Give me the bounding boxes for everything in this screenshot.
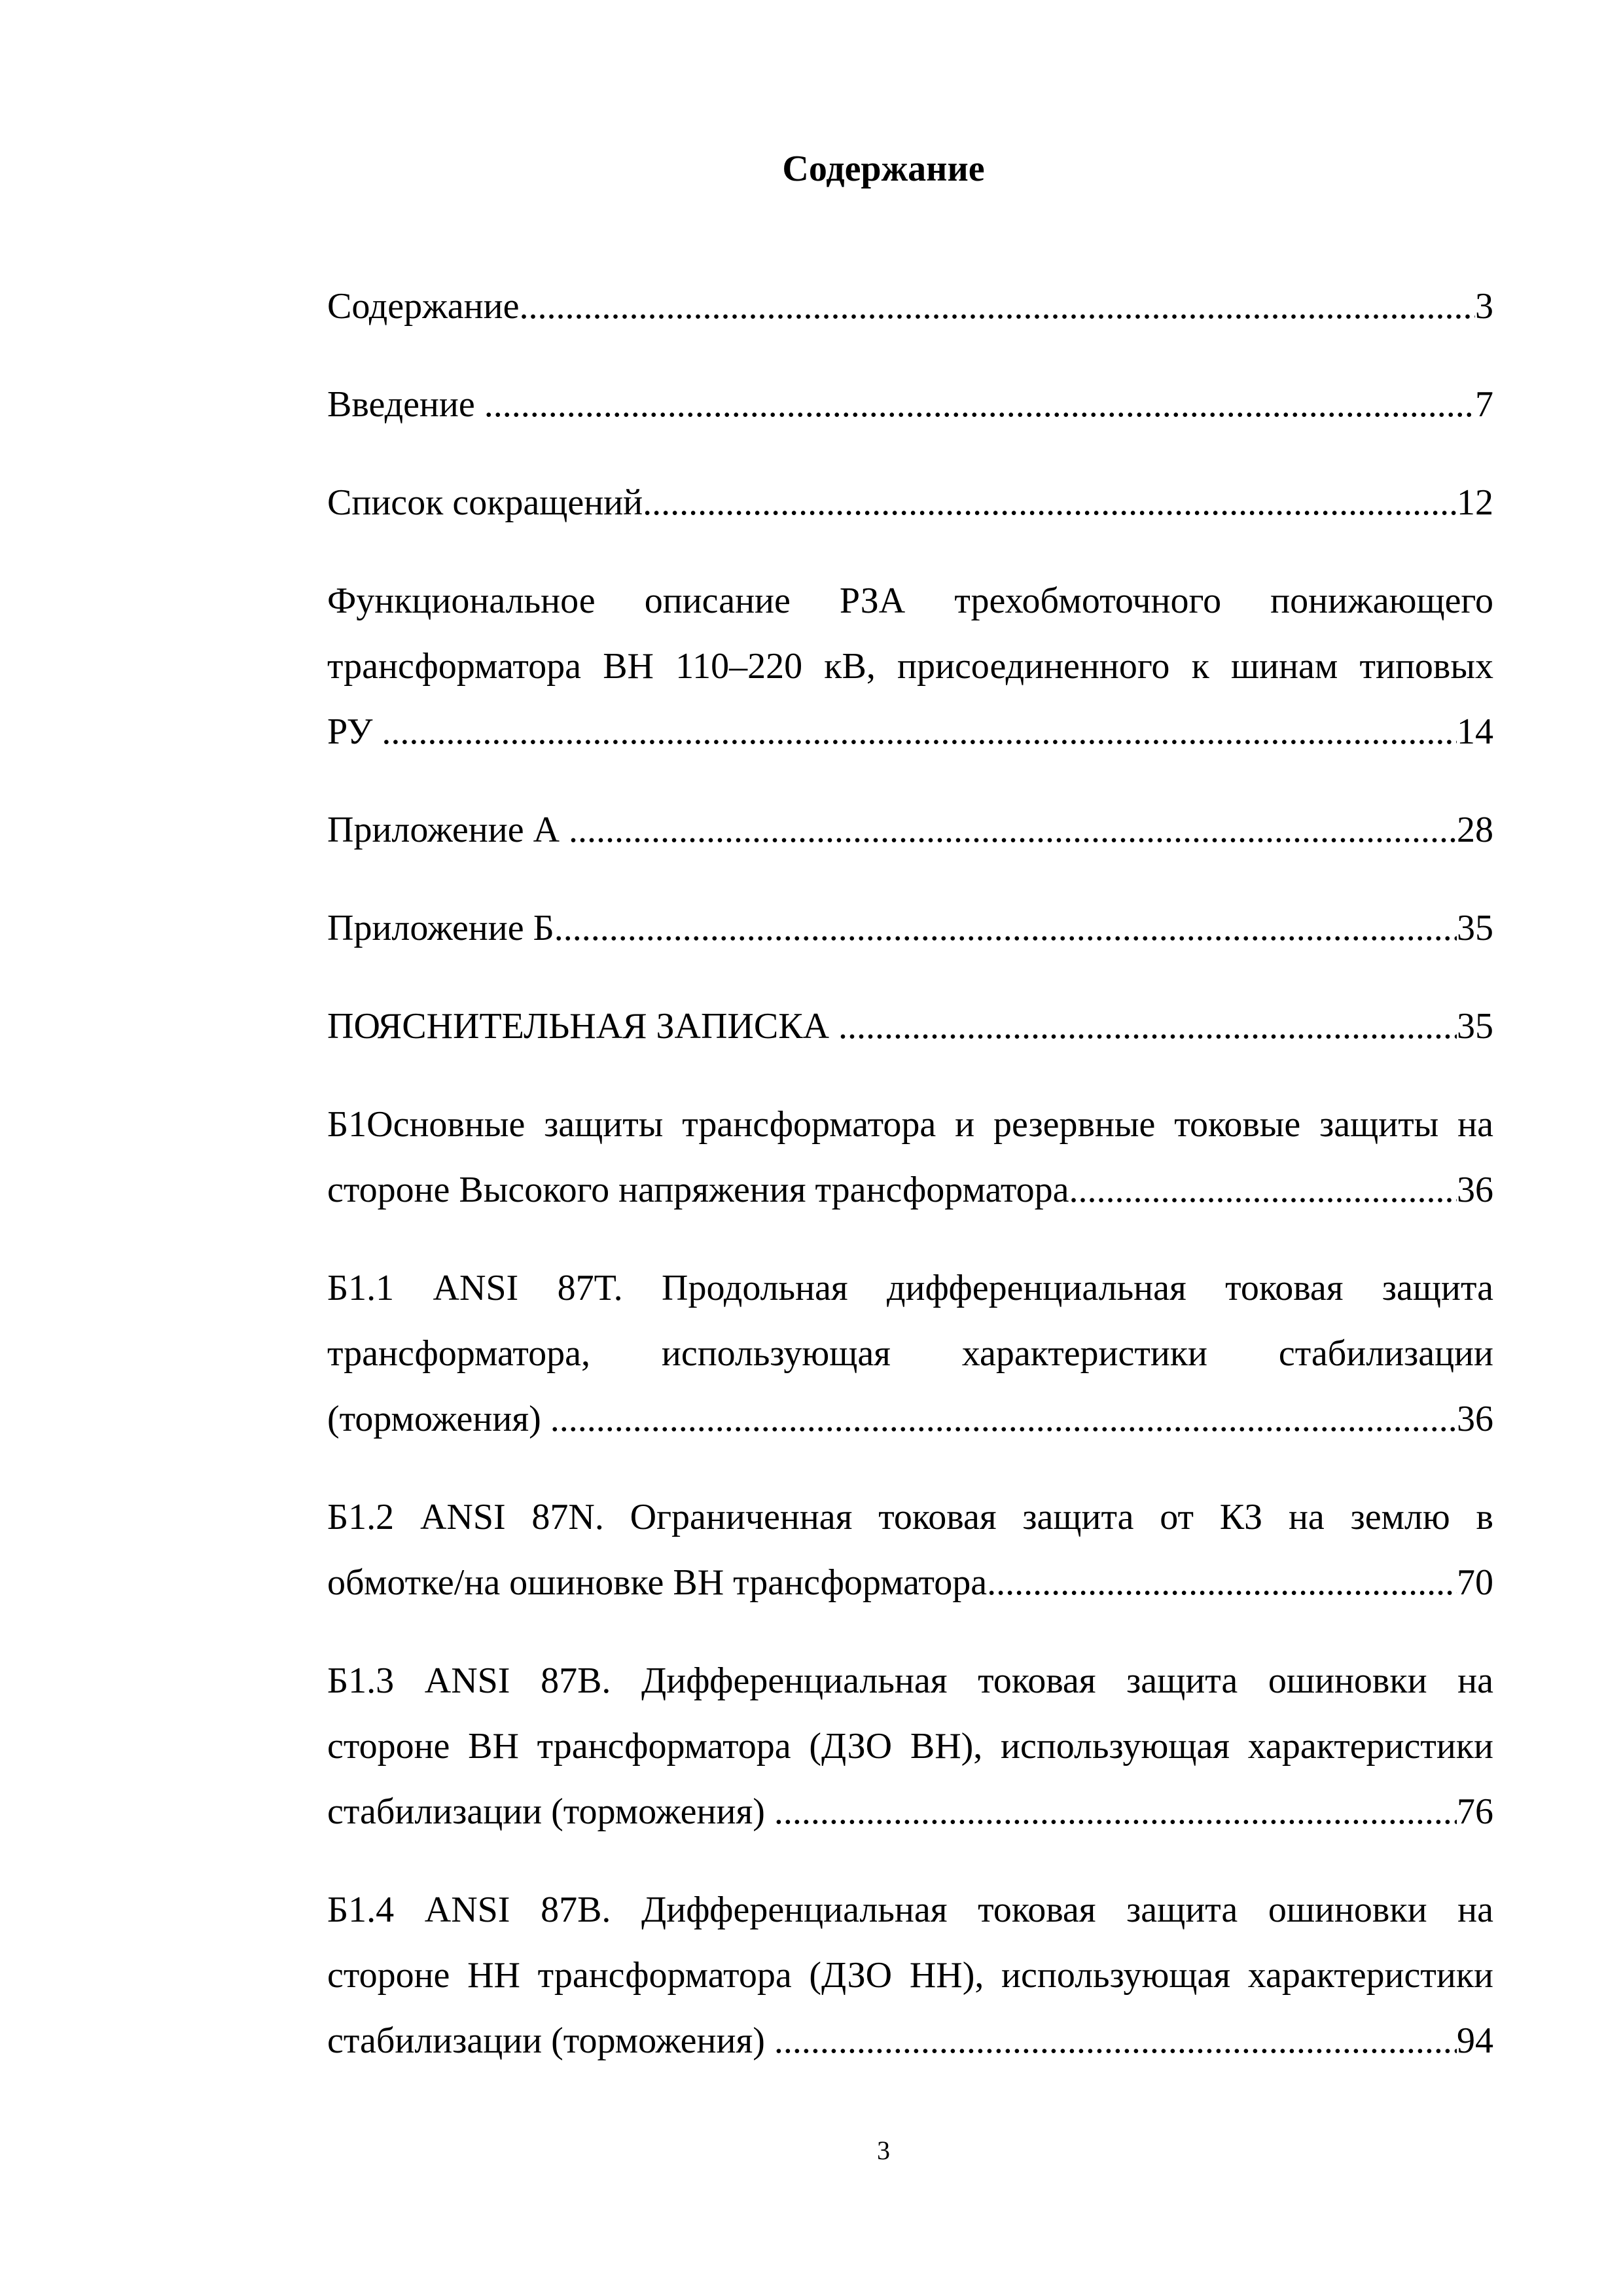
toc-entry-line: Б1.2 ANSI 87N. Ограниченная токовая защита от КЗ на землю в	[327, 1497, 1493, 1537]
toc-entry-title: Содержание	[327, 286, 520, 327]
toc-page-number: 35	[1457, 908, 1493, 948]
toc-entry[interactable]	[327, 274, 1493, 339]
toc-entry[interactable]	[327, 372, 1493, 437]
toc-entry[interactable]	[327, 1092, 1493, 1223]
toc-entry-last-line	[327, 699, 1493, 764]
toc-entry[interactable]	[327, 994, 1493, 1059]
toc-page-number: 36	[1457, 1399, 1493, 1439]
toc-entry-last-line	[327, 2008, 1493, 2073]
toc-dot-leader	[382, 699, 1457, 764]
toc-entry-line: Б1Основные защиты трансформатора и резервные токовые защиты на	[327, 1104, 1493, 1145]
toc-entry[interactable]	[327, 568, 1493, 764]
toc-dot-leader	[643, 470, 1457, 535]
toc-entry-line: Б1.3 ANSI 87B. Дифференциальная токовая защита ошиновки на	[327, 1660, 1493, 1701]
toc-dot-leader	[838, 994, 1457, 1059]
toc-entry-title: ПОЯСНИТЕЛЬНАЯ ЗАПИСКА	[327, 1006, 839, 1047]
toc-page-number: 3	[1475, 286, 1493, 327]
toc-dot-leader	[987, 1550, 1457, 1615]
toc-entry-last-line	[327, 895, 1493, 961]
toc-entry[interactable]	[327, 797, 1493, 863]
toc-dot-leader	[484, 372, 1475, 437]
toc-entry-title: стабилизации (торможения)	[327, 1791, 774, 1832]
toc-dot-leader	[569, 797, 1457, 863]
toc-entry-last-line	[327, 797, 1493, 863]
toc-entry-last-line	[327, 372, 1493, 437]
toc-page-number: 76	[1457, 1791, 1493, 1832]
table-of-contents	[327, 274, 1493, 2106]
toc-page-number: 70	[1457, 1562, 1493, 1603]
toc-dot-leader	[774, 1779, 1457, 1844]
toc-entry-line: Функциональное описание РЗА трехобмоточного понижающего	[327, 581, 1493, 621]
toc-entry[interactable]	[327, 1484, 1493, 1615]
toc-entry-title: стабилизации (торможения)	[327, 2020, 774, 2061]
toc-entry[interactable]	[327, 1877, 1493, 2073]
toc-page-number: 94	[1457, 2020, 1493, 2061]
toc-entry-title: Введение	[327, 384, 484, 425]
toc-page-number: 28	[1457, 810, 1493, 850]
toc-entry[interactable]	[327, 895, 1493, 961]
toc-entry-line: стороне ВН трансформатора (ДЗО ВН), использующая характеристики	[327, 1726, 1493, 1767]
toc-entry-line: трансформатора, использующая характеристики стабилизации	[327, 1333, 1493, 1374]
page-title: Содержание	[782, 149, 985, 189]
toc-entry-line: трансформатора ВН 110–220 кВ, присоединенного к шинам типовых	[327, 646, 1493, 687]
toc-entry[interactable]	[327, 470, 1493, 535]
page-number: 3	[877, 2136, 890, 2165]
toc-entry-title: Список сокращений	[327, 482, 643, 523]
toc-entry-title: Приложение Б	[327, 908, 554, 948]
toc-entry-title: (торможения)	[327, 1399, 550, 1439]
toc-page-number: 14	[1457, 711, 1493, 752]
toc-entry-title: обмотке/на ошиновке ВН трансформатора	[327, 1562, 988, 1603]
toc-entry-title: Приложение А	[327, 810, 569, 850]
toc-entry-last-line	[327, 1550, 1493, 1615]
toc-entry-title: РУ	[327, 711, 382, 752]
toc-entry-last-line	[327, 470, 1493, 535]
toc-page-number: 35	[1457, 1006, 1493, 1047]
toc-entry-line: Б1.1 ANSI 87T. Продольная дифференциальная токовая защита	[327, 1268, 1493, 1308]
toc-dot-leader	[774, 2008, 1457, 2073]
toc-entry[interactable]	[327, 1255, 1493, 1452]
toc-page-number: 36	[1457, 1170, 1493, 1210]
toc-entry[interactable]	[327, 1648, 1493, 1844]
toc-page-number: 12	[1457, 482, 1493, 523]
toc-entry-last-line	[327, 274, 1493, 339]
toc-entry-last-line	[327, 994, 1493, 1059]
toc-entry-line: стороне НН трансформатора (ДЗО НН), использующая характеристики	[327, 1955, 1493, 1996]
toc-dot-leader	[554, 895, 1457, 961]
toc-entry-line: Б1.4 ANSI 87B. Дифференциальная токовая защита ошиновки на	[327, 1890, 1493, 1930]
toc-page-number: 7	[1475, 384, 1493, 425]
toc-entry-last-line	[327, 1779, 1493, 1844]
toc-dot-leader	[550, 1386, 1457, 1452]
toc-dot-leader	[519, 274, 1475, 339]
toc-entry-last-line	[327, 1386, 1493, 1452]
toc-dot-leader	[1069, 1157, 1457, 1223]
toc-entry-last-line	[327, 1157, 1493, 1223]
toc-entry-title: стороне Высокого напряжения трансформатора	[327, 1170, 1069, 1210]
